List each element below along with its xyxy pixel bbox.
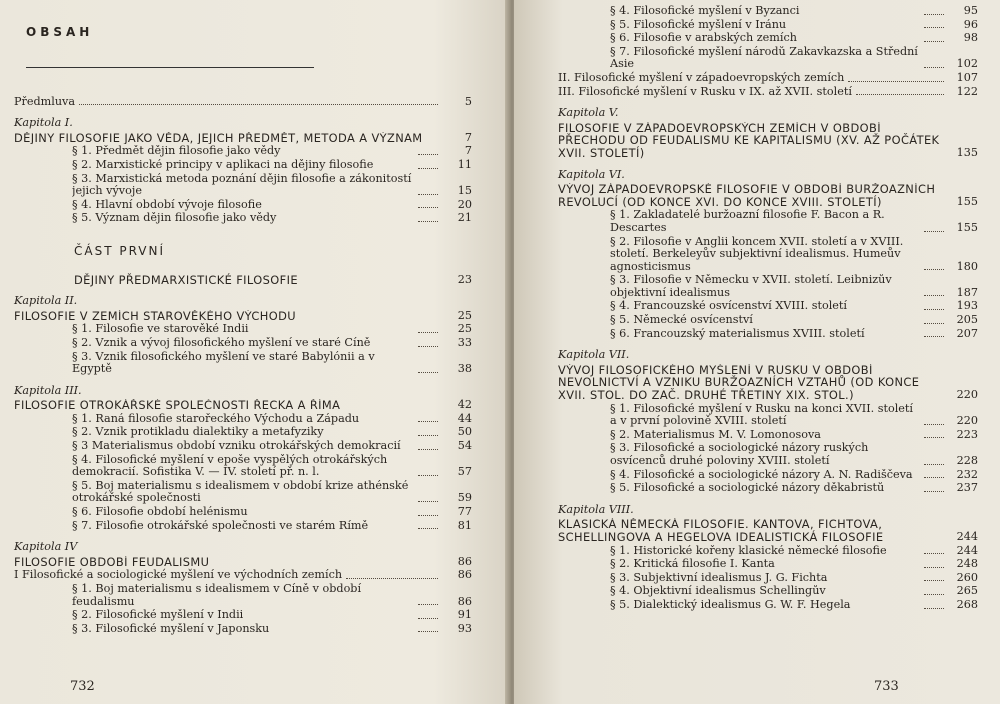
entry-page: 268 [956, 597, 978, 611]
leader-dots [924, 608, 944, 609]
toc-entry[interactable] [72, 323, 472, 336]
entry-text: § 5. Význam dějin filosofie jako vědy [72, 212, 277, 225]
entry-page: 5 [464, 94, 472, 108]
section-list [14, 145, 472, 225]
entry-text: § 1. Raná filosofie starořeckého Východu a Západu [72, 412, 360, 425]
toc-entry[interactable] [610, 274, 978, 299]
entry-text: § 1. Filosofie ve starověké Indii [72, 323, 249, 336]
leader-dots [924, 27, 944, 28]
leader-dots [418, 515, 438, 516]
entry-text: III. Filosofické myšlení v Rusku v IX. až XVII. století [558, 84, 852, 98]
toc-subheading[interactable] [558, 72, 978, 85]
toc-entry[interactable] [72, 454, 472, 479]
entry-text: § 1. Filosofické myšlení v Rusku na konci XVII. století a v první polovině XVIII. století [610, 402, 913, 428]
chapter-label: Kapitola VI. [558, 167, 625, 181]
toc-entry[interactable] [610, 32, 978, 45]
toc-entry[interactable] [610, 469, 978, 482]
entry-page: 220 [956, 388, 978, 402]
chapter-heading[interactable] [558, 183, 978, 208]
entry-page: 102 [956, 57, 978, 71]
toc-entry[interactable] [72, 159, 472, 172]
toc-entry[interactable] [610, 585, 978, 598]
toc-title: OBSAH [26, 25, 94, 39]
leader-dots [418, 168, 438, 169]
leader-dots [924, 594, 944, 595]
entry-page: 7 [464, 144, 472, 158]
entry-text: § 2. Filosofické myšlení v Indii [72, 609, 244, 622]
entry-page: 223 [956, 427, 978, 441]
toc-subheading[interactable] [558, 86, 978, 99]
entry-page: 260 [956, 570, 978, 584]
entry-text: § 3. Filosofie v Německu v XVII. století. Leibnizův objektivní idealismus [610, 274, 892, 299]
chapter-heading[interactable] [14, 310, 472, 323]
entry-page: 187 [956, 285, 978, 299]
entry-page: 33 [457, 335, 472, 349]
toc-entry[interactable] [610, 314, 978, 327]
toc-entry[interactable] [610, 599, 978, 612]
leader-dots [924, 14, 944, 15]
leader-dots [418, 332, 438, 333]
entry-page: 205 [956, 313, 978, 327]
entry-text: § 2. Filosofie v Anglii koncem XVII. století a v XVIII. století. Berkeleyův subjektivní idealismus. Humeův agnosticismus [610, 235, 904, 273]
leader-dots [418, 421, 438, 422]
entry-text: § 2. Materialismus M. V. Lomonosova [610, 428, 821, 441]
entry-page: 122 [956, 84, 978, 98]
entry-text: § 6. Filosofie období helénismu [72, 506, 248, 519]
toc-entry[interactable] [610, 300, 978, 313]
entry-page: 248 [956, 557, 978, 571]
leader-dots [924, 464, 944, 465]
entry-page: 91 [457, 608, 472, 622]
entry-text: § 2. Kritická filosofie I. Kanta [610, 558, 775, 571]
entry-text: § 2. Vznik a vývoj filosofického myšlení ve staré Číně [72, 336, 371, 349]
leader-dots [418, 207, 438, 208]
toc-entry[interactable] [610, 572, 978, 585]
entry-page: 25 [457, 308, 472, 322]
leader-dots [924, 309, 944, 310]
entry-text: § 4. Francouzské osvícenství XVIII. století [610, 300, 847, 313]
entry-text: § 1. Historické kořeny klasické německé filosofie [610, 544, 887, 557]
leader-dots [418, 221, 438, 222]
heading-text: VÝVOJ ZÁPADOEVROPSKÉ FILOSOFIE V OBDOBÍ BURŽOAZNÍCH REVOLUCÍ (OD KONCE XVI. DO KONCE XVIII. STOLETÍ) [558, 183, 936, 209]
leader-dots [418, 618, 438, 619]
leader-dots [924, 477, 944, 478]
toc-entry[interactable] [72, 506, 472, 519]
toc-entry[interactable] [72, 609, 472, 622]
entry-text: § 3. Subjektivní idealismus J. G. Fichta [610, 571, 828, 584]
toc-entry[interactable] [72, 480, 472, 505]
toc-entry[interactable] [72, 426, 472, 439]
entry-text: I Filosofické a sociologické myšlení ve východních zemích [14, 568, 343, 582]
entry-page: 86 [457, 568, 472, 582]
entry-page: 107 [956, 70, 978, 84]
chapter-label: Kapitola VIII. [558, 502, 634, 516]
toc-entry[interactable] [610, 5, 978, 18]
leader-dots [79, 104, 438, 105]
entry-text: § 1. Předmět dějin filosofie jako vědy [72, 145, 281, 158]
entry-text: § 4. Hlavní období vývoje filosofie [72, 198, 262, 211]
entry-text: § 5. Filosofické a sociologické názory děkabristů [610, 482, 885, 495]
chapter-label: Kapitola VII. [558, 348, 630, 362]
toc-entry[interactable] [72, 413, 472, 426]
section-list [14, 323, 472, 375]
leader-dots [924, 567, 944, 568]
toc-entry[interactable] [610, 19, 978, 32]
entry-page: 20 [457, 197, 472, 211]
leader-dots [924, 295, 944, 296]
entry-text: § 2. Marxistické principy v aplikaci na dějiny filosofie [72, 158, 374, 171]
entry-page: 220 [956, 414, 978, 428]
entry-text: § 3. Marxistická metoda poznání dějin filosofie a zákonitostí jejich vývoje [72, 172, 412, 198]
entry-text: § 7. Filosofie otrokářské společnosti ve starém Římě [72, 519, 369, 532]
entry-page: 21 [457, 211, 472, 225]
leader-dots [418, 631, 438, 632]
entry-page: 265 [956, 584, 978, 598]
heading-text: FILOSOFIE OTROKÁŘSKÉ SPOLEČNOSTI ŘECKA A ŘÍMA [14, 399, 341, 412]
heading-text: FILOSOFIE OBDOBÍ FEUDALISMU [14, 555, 210, 569]
entry-page: 38 [457, 362, 472, 376]
leader-dots [924, 437, 944, 438]
entry-page: 7 [464, 130, 472, 144]
entry-text: § 4. Filosofické a sociologické názory A. N. Radiščeva [610, 468, 913, 481]
entry-page: 193 [956, 299, 978, 313]
entry-page: 54 [457, 439, 472, 453]
right-page [514, 0, 1000, 704]
section-list [14, 413, 472, 532]
entry-page: 50 [457, 425, 472, 439]
entry-page: 57 [457, 465, 472, 479]
toc-entry[interactable] [72, 145, 472, 158]
entry-page: 42 [457, 398, 472, 412]
chapter-label: Kapitola III. [14, 383, 82, 397]
toc-entry[interactable] [72, 520, 472, 533]
entry-text: § 5. Boj materialismu s idealismem v období krize athénské otrokářské společnosti [72, 479, 409, 505]
section-list [558, 209, 978, 340]
entry-page: 86 [457, 594, 472, 608]
entry-text: § 3 Materialismus období vzniku otrokářských demokracií [72, 440, 401, 453]
section-list [558, 5, 978, 71]
toc-entry[interactable] [72, 337, 472, 350]
entry-page: 11 [457, 157, 472, 171]
leader-dots [418, 475, 438, 476]
leader-dots [924, 553, 944, 554]
entry-page: 77 [457, 505, 472, 519]
entry-page: 95 [963, 4, 978, 17]
chapter-label: Kapitola V. [558, 106, 619, 120]
toc-entry[interactable] [610, 429, 978, 442]
leader-dots [418, 501, 438, 502]
page-number: 732 [70, 679, 95, 694]
leader-dots [924, 67, 944, 68]
entry-page: 228 [956, 454, 978, 467]
toc-entry[interactable] [72, 173, 472, 198]
entry-page: 244 [956, 543, 978, 557]
leader-dots [418, 154, 438, 155]
toc-entry[interactable] [610, 558, 978, 571]
toc-entry[interactable] [72, 440, 472, 453]
leader-dots [848, 81, 944, 82]
heading-text: DĚJINY FILOSOFIE JAKO VĚDA, JEJICH PŘEDMĚT, METODA A VÝZNAM [14, 131, 423, 145]
entry-text: § 5. Německé osvícenství [610, 314, 753, 327]
chapter-heading[interactable] [558, 364, 978, 402]
entry-text: § 1. Zakladatelé buržoazní filosofie F. Bacon a R. Descartes [610, 209, 885, 234]
entry-text: II. Filosofické myšlení v západoevropských zemích [558, 70, 845, 84]
entry-text: § 4. Filosofické myšlení v epoše vyspělých otrokářských demokracií. Sofistika V. — IV. století př. n. l. [72, 453, 388, 479]
section-list [558, 403, 978, 495]
toc-entry[interactable] [72, 199, 472, 212]
section-list [558, 545, 978, 612]
chapter-label: Kapitola II. [14, 294, 78, 308]
leader-dots [924, 41, 944, 42]
toc-entry[interactable] [72, 583, 472, 608]
entry-page: 237 [956, 481, 978, 495]
part-label: ČÁST PRVNÍ [74, 243, 165, 258]
entry-text: § 5. Filosofické myšlení v Íránu [610, 18, 787, 31]
leader-dots [856, 94, 944, 95]
entry-page: 155 [956, 220, 978, 234]
leader-dots [418, 449, 438, 450]
leader-dots [924, 336, 944, 337]
entry-page: 244 [956, 529, 978, 543]
heading-text: VÝVOJ FILOSOFICKÉHO MYŠLENÍ V RUSKU V OBDOBÍ NEVOLNICTVÍ A VZNIKU BURŽOAZNÍCH VZTAHŮ (OD KONCE XVII. STOL. DO ZAČ. DRUHÉ TŘETINY XIX. STOL.) [558, 363, 920, 402]
toc-entry[interactable] [610, 46, 978, 71]
leader-dots [418, 435, 438, 436]
entry-page: 23 [457, 272, 472, 286]
entry-page: 44 [457, 411, 472, 425]
toc-entry[interactable] [610, 209, 978, 234]
leader-dots [924, 231, 944, 232]
chapter-label: Kapitola IV [14, 540, 78, 554]
title-rule [26, 67, 314, 68]
right-toc [558, 4, 978, 613]
entry-page: 25 [457, 322, 472, 336]
entry-text: § 3. Filosofické a sociologické názory ruských osvícenců druhé poloviny XVIII. století [610, 442, 869, 467]
heading-text: FILOSOFIE V ZEMÍCH STAROVĚKÉHO VÝCHODU [14, 309, 296, 323]
leader-dots [418, 372, 438, 373]
entry-text: § 4. Filosofické myšlení v Byzanci [610, 5, 800, 17]
leader-dots [418, 346, 438, 347]
entry-text: § 7. Filosofické myšlení národů Zakavkazska a Střední Asie [610, 45, 918, 71]
leader-dots [924, 269, 944, 270]
entry-page: 98 [963, 31, 978, 45]
leader-dots [924, 323, 944, 324]
left-toc [14, 10, 472, 636]
entry-text: § 3. Vznik filosofického myšlení ve staré Babylónii a v Egyptě [72, 350, 375, 376]
entry-page: 15 [457, 184, 472, 198]
leader-dots [418, 528, 438, 529]
section-list [14, 583, 472, 635]
entry-page: 81 [457, 518, 472, 532]
heading-text: KLASICKÁ NĚMECKÁ FILOSOFIE. KANTOVA, FICHTOVA, SCHELLINGOVA A HEGELOVA IDEALISTICKÁ FILOSOFIE [558, 518, 884, 544]
toc-subheading[interactable] [14, 569, 472, 582]
entry-text: Předmluva [14, 94, 76, 108]
toc-entry[interactable] [72, 212, 472, 225]
entry-page: 232 [956, 467, 978, 481]
toc-entry[interactable] [610, 545, 978, 558]
leader-dots [924, 424, 944, 425]
leader-dots [924, 491, 944, 492]
entry-page: 180 [956, 259, 978, 273]
toc-entry[interactable] [610, 403, 978, 428]
entry-text: § 6. Francouzský materialismus XVIII. století [610, 327, 865, 340]
entry-page: 86 [457, 554, 472, 568]
entry-text: § 5. Dialektický idealismus G. W. F. Hegela [610, 598, 851, 611]
chapter-heading[interactable] [558, 122, 978, 160]
leader-dots [924, 580, 944, 581]
toc-entry[interactable] [72, 623, 472, 636]
part-title: DĚJINY PŘEDMARXISTICKÉ FILOSOFIE [74, 272, 298, 287]
chapter-heading[interactable] [14, 132, 472, 145]
chapter-heading[interactable] [14, 399, 472, 412]
toc-entry[interactable] [610, 328, 978, 341]
toc-entry[interactable] [610, 442, 978, 467]
entry-page: 96 [963, 17, 978, 31]
part-title-entry[interactable] [14, 274, 472, 287]
entry-text: § 2. Vznik protikladu dialektiky a metafyziky [72, 426, 324, 439]
page-number: 733 [874, 679, 899, 694]
entry-page: 135 [956, 145, 978, 159]
toc-entry[interactable] [72, 351, 472, 376]
toc-entry-predmluva[interactable] [14, 96, 472, 109]
entry-text: § 4. Objektivní idealismus Schellingův [610, 585, 826, 598]
toc-entry[interactable] [610, 236, 978, 274]
chapter-heading[interactable] [558, 518, 978, 543]
leader-dots [346, 578, 438, 579]
heading-text: FILOSOFIE V ZÁPADOEVROPSKÝCH ZEMÍCH V OBDOBÍ PŘECHODU OD FEUDALISMU KE KAPITALISMU (XV. AŽ POČÁTEK XVII. STOLETÍ) [558, 121, 940, 160]
entry-text: § 3. Filosofické myšlení v Japonsku [72, 622, 270, 635]
entry-page: 93 [457, 621, 472, 635]
entry-page: 207 [956, 326, 978, 340]
chapter-heading[interactable] [14, 556, 472, 569]
entry-page: 59 [457, 491, 472, 505]
entry-text: § 1. Boj materialismu s idealismem v Číně v období feudalismu [72, 583, 362, 608]
entry-page: 155 [956, 194, 978, 208]
entry-text: § 6. Filosofie v arabských zemích [610, 32, 797, 45]
chapter-label: Kapitola I. [14, 116, 73, 130]
toc-entry[interactable] [610, 482, 978, 495]
leader-dots [418, 194, 438, 195]
leader-dots [418, 604, 438, 605]
